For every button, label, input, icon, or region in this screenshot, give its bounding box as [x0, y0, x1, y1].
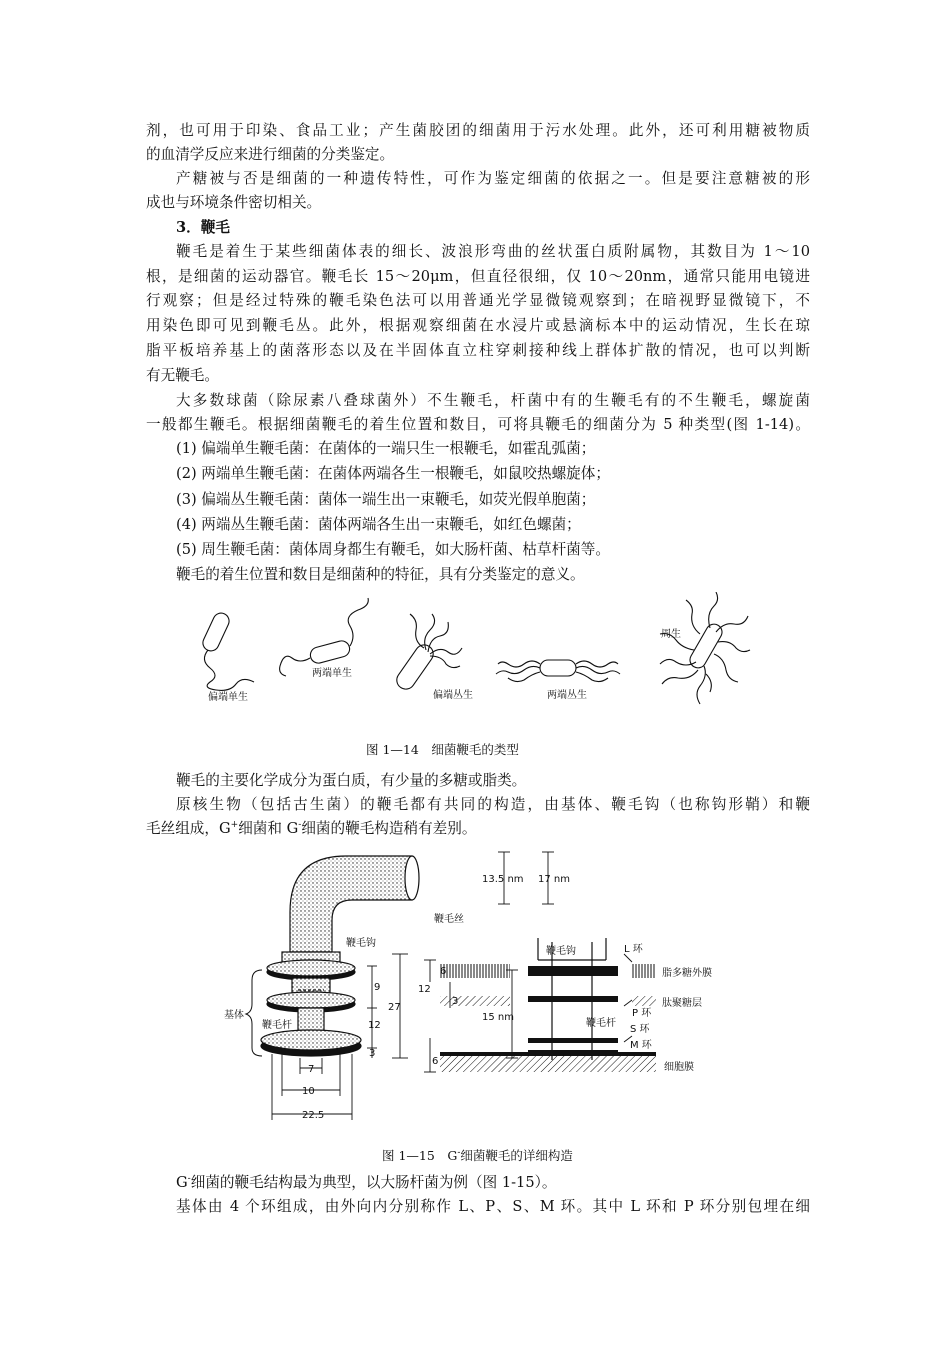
list-item: (5) 周生鞭毛菌：菌体周身都生有鞭毛，如大肠杆菌、枯草杆菌等。 [176, 541, 610, 558]
peptidoglycan-right [632, 996, 656, 1006]
section-heading: 3．鞭毛 [176, 219, 230, 236]
paragraph-line: 大多数球菌（除尿素八叠球菌外）不生鞭毛，杆菌中有的生鞭毛有的不生鞭毛，螺旋菌 [176, 392, 810, 409]
figure-flagellum-structure [212, 842, 772, 1132]
dim-12-left: 12 [368, 1020, 381, 1031]
label-rod-left: 鞭毛杆 [262, 1020, 292, 1031]
paragraph-line: 剂，也可用于印染、食品工业；产生菌胶团的细菌用于污水处理。此外，还可利用糖被物质 [146, 122, 810, 139]
label-m-ring: M 环 [630, 1040, 652, 1051]
p-ring [528, 996, 618, 1002]
dim-7: 7 [308, 1064, 315, 1075]
basal-body-brace [246, 970, 262, 1056]
text-run: 毛丝组成，G [146, 820, 231, 837]
dim-27: 27 [388, 1002, 401, 1013]
dim-22-5: 22.5 [302, 1110, 325, 1121]
figure-caption: 图 1—14 细菌鞭毛的类型 [366, 742, 519, 757]
label-rod-right: 鞭毛杆 [586, 1018, 616, 1029]
label-peptidoglycan: 肽聚糖层 [662, 998, 702, 1009]
label-hook-right: 鞭毛钩 [546, 946, 576, 957]
paragraph-line: 鞭毛是着生于某些细菌体表的细长、波浪形弯曲的丝状蛋白质附属物，其数目为 1～10 [176, 243, 810, 260]
paragraph-line: 一般都生鞭毛。根据细菌鞭毛的着生位置和数目，可将具鞭毛的细菌分为 5 种类型(图 1-14)。 [146, 416, 810, 433]
paragraph-line: 鞭毛的主要化学成分为蛋白质，有少量的多糖或脂类。 [176, 772, 527, 789]
list-item: (1) 偏端单生鞭毛菌：在菌体的一端只生一根鞭毛，如霍乱弧菌； [176, 440, 596, 457]
paragraph-line: 根，是细菌的运动器官。鞭毛长 15～20μm，但直径很细，仅 10～20nm，通常只能用电镜进 [146, 268, 810, 285]
text-run: G [176, 1174, 188, 1191]
lps-layer-left [440, 964, 510, 978]
bipolar-single-bacterium-icon [280, 598, 369, 676]
superscript: - [457, 1147, 461, 1158]
label-basal-body: 基体 [224, 1010, 244, 1021]
list-item: (2) 两端单生鞭毛菌：在菌体两端各生一根鞭毛，如鼠咬热螺旋体； [176, 465, 610, 482]
text-run: 细菌的鞭毛构造稍有差别。 [301, 820, 477, 837]
label-p-ring: P 环 [632, 1008, 652, 1019]
paragraph-line: 脂平板培养基上的菌落形态以及在半固体直立柱穿刺接种线上群体扩散的情况，也可以判断 [146, 342, 810, 359]
superscript: - [298, 820, 302, 831]
dim-3-left: 3 [369, 1048, 376, 1059]
label-bipolar-tuft: 两端丛生 [547, 690, 587, 701]
dim-6-bottom: 6 [432, 1056, 439, 1067]
label-peritrichous: 周生 [661, 629, 681, 640]
figure-flagella-types [190, 592, 770, 712]
dim-15nm: 15 nm [482, 1012, 514, 1023]
text-run: 细菌和 G [238, 820, 299, 837]
s-ring [528, 1038, 618, 1043]
paragraph-line: 原核生物（包括古生菌）的鞭毛都有共同的构造，由基体、鞭毛钩（也称钩形鞘）和鞭 [176, 796, 810, 813]
label-membrane: 细胞膜 [664, 1062, 694, 1073]
l-ring [528, 966, 618, 972]
dim-6-top: 6 [440, 966, 447, 977]
paragraph-line: 鞭毛的着生位置和数目是细菌种的特征，具有分类鉴定的意义。 [176, 566, 585, 583]
label-polar-tuft: 偏端丛生 [433, 690, 473, 701]
paragraph-line: 用染色即可见到鞭毛丛。此外，根据观察细菌在水浸片或悬滴标本中的运动情况，生长在琼 [146, 317, 810, 334]
figure-caption [382, 1146, 573, 1164]
label-hook-left: 鞭毛钩 [346, 938, 376, 949]
lps-layer-right [632, 964, 656, 978]
cell-membrane [440, 1056, 656, 1072]
paragraph-line [176, 1174, 557, 1192]
label-s-ring: S 环 [630, 1024, 650, 1035]
paragraph-line: 的血清学反应来进行细菌的分类鉴定。 [146, 146, 395, 163]
paragraph-line: 有无鞭毛。 [146, 367, 219, 384]
paragraph-line: 成也与环境条件密切相关。 [146, 194, 322, 211]
label-lps: 脂多糖外膜 [662, 968, 712, 979]
flagellum-schematic [418, 938, 712, 1073]
dim-9: 9 [374, 982, 381, 993]
text-run: 图 1—15 G [382, 1148, 458, 1163]
peritrichous-bacterium-icon [660, 592, 750, 704]
paragraph-line: 基体由 4 个环组成，由外向内分别称作 L、P、S、M 环。其中 L 环和 P 环分别包埋在细 [176, 1198, 810, 1215]
label-filament: 鞭毛丝 [434, 914, 464, 925]
text-run: 细菌的鞭毛结构最为典型，以大肠杆菌为例（图 1-15）。 [190, 1174, 557, 1191]
dim-17nm: 17 nm [538, 874, 570, 885]
polar-single-bacterium-icon [200, 610, 254, 690]
superscript: - [187, 1174, 191, 1185]
list-item: (4) 两端丛生鞭毛菌：菌体两端各生出一束鞭毛，如红色螺菌； [176, 516, 581, 533]
paragraph-line: 产糖被与否是细菌的一种遗传特性，可作为鉴定细菌的依据之一。但是要注意糖被的形 [176, 170, 810, 187]
list-item: (3) 偏端丛生鞭毛菌：菌体一端生出一束鞭毛，如荧光假单胞菌； [176, 491, 596, 508]
label-l-ring: L 环 [624, 944, 643, 955]
polar-tuft-bacterium-icon [393, 614, 462, 693]
dim-10: 10 [302, 1086, 315, 1097]
paragraph-line: 行观察；但是经过特殊的鞭毛染色法可以用普通光学显微镜观察到；在暗视野显微镜下，不 [146, 292, 810, 309]
bipolar-tuft-bacterium-icon [496, 660, 620, 682]
peptidoglycan-left [440, 996, 510, 1006]
label-polar-single: 偏端单生 [208, 692, 248, 703]
paragraph-line [146, 820, 476, 838]
superscript: + [230, 820, 239, 831]
dim-12-right: 12 [418, 984, 431, 995]
dim-3-right: 3 [452, 996, 459, 1007]
dim-13-5nm: 13.5 nm [482, 874, 524, 885]
text-run: 细菌鞭毛的详细构造 [460, 1148, 573, 1163]
label-bipolar-single: 两端单生 [312, 668, 352, 679]
